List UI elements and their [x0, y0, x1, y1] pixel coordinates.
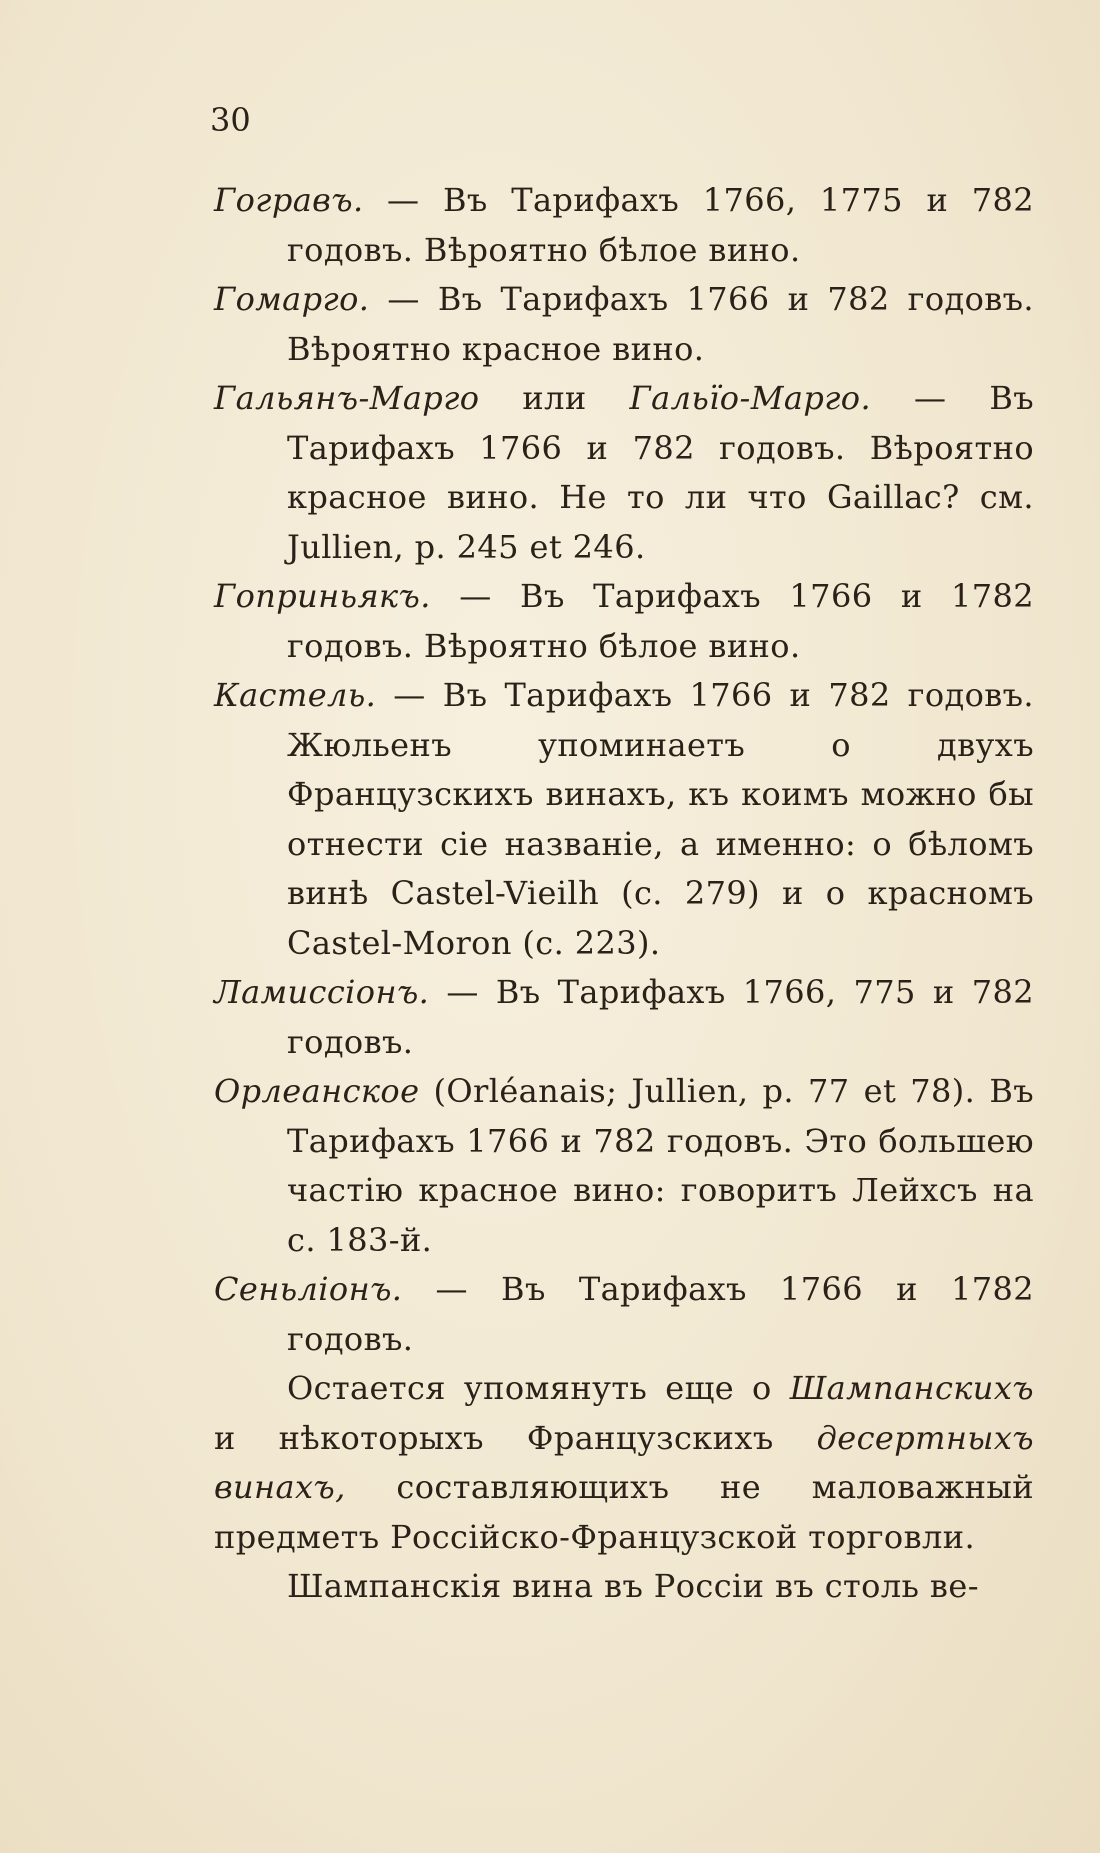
paragraph-champagne-intro — [214, 1364, 1034, 1562]
entry-term: Гогравъ. — [214, 181, 364, 219]
entry-term: Гоприньякъ. — [214, 577, 431, 615]
entry-senlion — [214, 1265, 1034, 1364]
page-text — [214, 176, 1034, 1612]
paragraph-italic: Шампанскихъ — [789, 1369, 1034, 1407]
entry-term-alt: Гальїо-Марго. — [629, 379, 872, 417]
entry-goprinyak — [214, 572, 1034, 671]
entry-body: — Въ Тарифахъ 1766 и 782 годовъ. Жюльенъ упоминаетъ о двухъ Французскихъ винахъ, къ коимъ можно бы отнести сіе названіе, а именно: о бѣломъ винѣ Castel-Vieilh (c. 279) и о красномъ Castel-Moron (c. 223). — [287, 676, 1034, 962]
entry-term: Ламиссіонъ. — [214, 973, 430, 1011]
paragraph-italic: десертныхъ винахъ, — [214, 1418, 1034, 1506]
entry-orleanskoe — [214, 1067, 1034, 1265]
entry-term: Сеньліонъ. — [214, 1270, 403, 1308]
entry-body: — Въ Тарифахъ 1766, 1775 и 782 годовъ. Вѣроятно бѣлое вино. — [287, 181, 1034, 269]
entry-term: Орлеанское — [214, 1072, 420, 1110]
entry-lamission — [214, 968, 1034, 1067]
entry-body: (Orléanais; Jullien, p. 77 et 78). Въ Тарифахъ 1766 и 782 годовъ. Это большею частію красное вино: говоритъ Лейхсъ на с. 183-й. — [287, 1072, 1034, 1259]
entry-body: — Въ Тарифахъ 1766 и 782 годовъ. Вѣроятно красное вино. Не то ли что Gaillac? см. Jullien, p. 245 et 246. — [287, 379, 1034, 566]
page-number: 30 — [210, 101, 251, 139]
entry-term: Гальянъ-Марго — [214, 379, 480, 417]
paragraph-text: и нѣкоторыхъ Французскихъ — [214, 1418, 817, 1457]
entry-body: — Въ Тарифахъ 1766, 775 и 782 годовъ. — [287, 973, 1034, 1061]
paragraph-champagne-russia: Шампанскія вина въ Россіи въ столь ве- — [287, 1567, 979, 1605]
entry-body: — Въ Тарифахъ 1766 и 1782 годовъ. Вѣроятно бѣлое вино. — [287, 577, 1034, 665]
entry-gomargo — [214, 275, 1034, 374]
entry-kastel — [214, 671, 1034, 968]
entry-term: Гомарго. — [214, 280, 370, 318]
entry-gograv — [214, 176, 1034, 275]
entry-body: — Въ Тарифахъ 1766 и 782 годовъ. Вѣроятно красное вино. — [287, 280, 1034, 368]
entry-term: Кастель. — [214, 676, 377, 714]
paragraph-text: Остается упомянуть еще о — [287, 1369, 790, 1407]
entry-connector: или — [479, 379, 630, 417]
entry-body: — Въ Тарифахъ 1766 и 1782 годовъ. — [287, 1270, 1034, 1358]
paragraph-text: составляющихъ не маловажный предметъ Россійско-Французской торговли. — [214, 1468, 1034, 1556]
entry-galyan-margo — [214, 374, 1034, 572]
